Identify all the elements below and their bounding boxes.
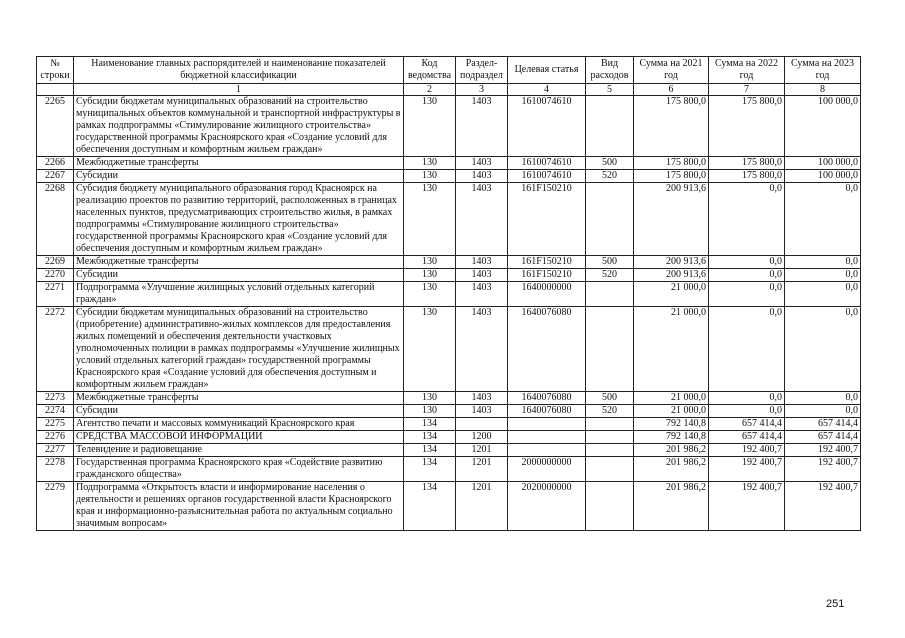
cell-row-number: 2270 — [37, 269, 74, 282]
cell-row-number: 2274 — [37, 405, 74, 418]
cell-section: 1200 — [456, 431, 508, 444]
cell-sum-2023: 100 000,0 — [785, 157, 861, 170]
cell-sum-2021: 21 000,0 — [634, 405, 709, 418]
cell-expense-type: 500 — [586, 157, 634, 170]
column-number: 2 — [404, 84, 456, 96]
cell-sum-2023: 192 400,7 — [785, 457, 861, 482]
cell-target-article: 1640076080 — [508, 392, 586, 405]
cell-sum-2022: 0,0 — [709, 282, 785, 307]
cell-target-article — [508, 418, 586, 431]
cell-target-article — [508, 444, 586, 457]
header-section: Раздел-подраздел — [456, 57, 508, 84]
cell-expense-type: 500 — [586, 256, 634, 269]
cell-target-article: 2000000000 — [508, 457, 586, 482]
cell-dept-code: 130 — [404, 392, 456, 405]
cell-sum-2023: 0,0 — [785, 269, 861, 282]
cell-dept-code: 134 — [404, 431, 456, 444]
cell-expense-type — [586, 307, 634, 392]
cell-dept-code: 134 — [404, 418, 456, 431]
cell-name: СРЕДСТВА МАССОВОЙ ИНФОРМАЦИИ — [74, 431, 404, 444]
cell-dept-code: 130 — [404, 170, 456, 183]
cell-row-number: 2275 — [37, 418, 74, 431]
cell-sum-2021: 175 800,0 — [634, 170, 709, 183]
cell-name: Межбюджетные трансферты — [74, 392, 404, 405]
table-row — [37, 183, 861, 256]
table-row — [37, 418, 861, 431]
cell-name: Субсидии бюджетам муниципальных образований на строительство (приобретение) административно-жилых комплексов для предоставления жилых помещений и обеспечения деятельности участковых уполномоченных полиции в рамках подпрограммы «Улучшение жилищных условий отдельных категорий граждан» государственной программы Красноярского края «Создание условий для обеспечения доступным и комфортным жильем граждан» — [74, 307, 404, 392]
column-number: 8 — [785, 84, 861, 96]
cell-name: Субсидия бюджету муниципального образования город Красноярск на реализацию проектов по развитию территорий, расположенных в границах населенных пунктов, предусматривающих строительство жилья, в рамках подпрограммы «Стимулирование жилищного строительства» государственной программы Красноярского края «Создание условий для обеспечения доступным и комфортным жильем граждан» — [74, 183, 404, 256]
cell-sum-2022: 0,0 — [709, 183, 785, 256]
cell-dept-code: 130 — [404, 157, 456, 170]
cell-row-number: 2276 — [37, 431, 74, 444]
column-number: 1 — [74, 84, 404, 96]
cell-dept-code: 130 — [404, 282, 456, 307]
cell-target-article: 1610074610 — [508, 96, 586, 157]
column-number: 7 — [709, 84, 785, 96]
cell-section: 1403 — [456, 307, 508, 392]
cell-expense-type: 520 — [586, 269, 634, 282]
cell-target-article — [508, 431, 586, 444]
cell-name: Агентство печати и массовых коммуникаций Красноярского края — [74, 418, 404, 431]
cell-dept-code: 134 — [404, 482, 456, 531]
cell-sum-2023: 0,0 — [785, 307, 861, 392]
cell-section: 1403 — [456, 183, 508, 256]
cell-sum-2022: 192 400,7 — [709, 482, 785, 531]
table-body — [37, 96, 861, 531]
cell-section: 1403 — [456, 405, 508, 418]
column-number: 6 — [634, 84, 709, 96]
cell-sum-2023: 192 400,7 — [785, 444, 861, 457]
page-number: 251 — [826, 598, 845, 610]
cell-sum-2022: 0,0 — [709, 405, 785, 418]
cell-row-number: 2278 — [37, 457, 74, 482]
cell-sum-2023: 0,0 — [785, 256, 861, 269]
cell-target-article: 161F150210 — [508, 183, 586, 256]
header-sum-2023: Сумма на 2023 год — [785, 57, 861, 84]
table-row — [37, 282, 861, 307]
table-row — [37, 457, 861, 482]
cell-dept-code: 130 — [404, 96, 456, 157]
cell-section — [456, 418, 508, 431]
cell-name: Государственная программа Красноярского края «Содействие развитию гражданского общества» — [74, 457, 404, 482]
cell-sum-2023: 657 414,4 — [785, 418, 861, 431]
cell-sum-2021: 200 913,6 — [634, 256, 709, 269]
cell-target-article: 161F150210 — [508, 269, 586, 282]
table-row — [37, 157, 861, 170]
cell-sum-2021: 201 986,2 — [634, 444, 709, 457]
cell-section: 1403 — [456, 96, 508, 157]
cell-expense-type — [586, 183, 634, 256]
cell-expense-type — [586, 96, 634, 157]
cell-row-number: 2277 — [37, 444, 74, 457]
cell-target-article: 1640076080 — [508, 307, 586, 392]
column-number — [37, 84, 74, 96]
budget-table — [36, 56, 861, 531]
cell-row-number: 2268 — [37, 183, 74, 256]
column-number: 3 — [456, 84, 508, 96]
cell-name: Подпрограмма «Открытость власти и информирование населения о деятельности и решениях органов государственной власти Красноярского края и информационно-разъяснительная работа по актуальным социально значимым вопросам» — [74, 482, 404, 531]
table-row — [37, 96, 861, 157]
cell-name: Телевидение и радиовещание — [74, 444, 404, 457]
cell-section: 1201 — [456, 444, 508, 457]
header-type: Вид расходов — [586, 57, 634, 84]
header-article: Целевая статья — [508, 57, 586, 84]
table-row — [37, 431, 861, 444]
cell-row-number: 2267 — [37, 170, 74, 183]
cell-expense-type: 500 — [586, 392, 634, 405]
cell-dept-code: 130 — [404, 256, 456, 269]
cell-sum-2021: 175 800,0 — [634, 157, 709, 170]
cell-row-number: 2265 — [37, 96, 74, 157]
cell-row-number: 2269 — [37, 256, 74, 269]
header-num: № строки — [37, 57, 74, 84]
cell-sum-2021: 175 800,0 — [634, 96, 709, 157]
table-row — [37, 307, 861, 392]
table-row — [37, 405, 861, 418]
cell-expense-type — [586, 431, 634, 444]
header-sum-2022: Сумма на 2022 год — [709, 57, 785, 84]
table-row — [37, 392, 861, 405]
cell-dept-code: 134 — [404, 444, 456, 457]
cell-name: Субсидии — [74, 405, 404, 418]
cell-expense-type — [586, 482, 634, 531]
cell-dept-code: 130 — [404, 269, 456, 282]
cell-sum-2021: 201 986,2 — [634, 482, 709, 531]
cell-section: 1201 — [456, 457, 508, 482]
cell-sum-2022: 175 800,0 — [709, 96, 785, 157]
cell-sum-2021: 21 000,0 — [634, 282, 709, 307]
cell-sum-2022: 0,0 — [709, 269, 785, 282]
cell-sum-2023: 0,0 — [785, 405, 861, 418]
cell-dept-code: 130 — [404, 183, 456, 256]
cell-expense-type — [586, 282, 634, 307]
header-dept: Код ведомства — [404, 57, 456, 84]
cell-expense-type: 520 — [586, 405, 634, 418]
cell-section: 1403 — [456, 392, 508, 405]
cell-name: Межбюджетные трансферты — [74, 157, 404, 170]
cell-sum-2022: 192 400,7 — [709, 457, 785, 482]
cell-section: 1403 — [456, 256, 508, 269]
cell-name: Субсидии — [74, 269, 404, 282]
cell-dept-code: 130 — [404, 307, 456, 392]
cell-expense-type — [586, 444, 634, 457]
cell-sum-2021: 792 140,8 — [634, 418, 709, 431]
cell-sum-2023: 0,0 — [785, 183, 861, 256]
cell-row-number: 2271 — [37, 282, 74, 307]
cell-expense-type — [586, 457, 634, 482]
cell-target-article: 1610074610 — [508, 170, 586, 183]
cell-sum-2021: 792 140,8 — [634, 431, 709, 444]
cell-sum-2023: 100 000,0 — [785, 96, 861, 157]
cell-sum-2022: 657 414,4 — [709, 431, 785, 444]
cell-row-number: 2272 — [37, 307, 74, 392]
cell-name: Межбюджетные трансферты — [74, 256, 404, 269]
cell-sum-2021: 200 913,6 — [634, 183, 709, 256]
table-row — [37, 482, 861, 531]
column-number: 4 — [508, 84, 586, 96]
cell-sum-2023: 100 000,0 — [785, 170, 861, 183]
cell-sum-2022: 0,0 — [709, 256, 785, 269]
cell-row-number: 2266 — [37, 157, 74, 170]
column-number: 5 — [586, 84, 634, 96]
cell-section: 1403 — [456, 282, 508, 307]
header-row — [37, 57, 861, 84]
cell-section: 1403 — [456, 157, 508, 170]
cell-sum-2022: 175 800,0 — [709, 157, 785, 170]
cell-section: 1201 — [456, 482, 508, 531]
cell-sum-2021: 21 000,0 — [634, 392, 709, 405]
header-name: Наименование главных распорядителей и наименование показателей бюджетной классификации — [74, 57, 404, 84]
cell-sum-2023: 0,0 — [785, 392, 861, 405]
cell-target-article: 1640076080 — [508, 405, 586, 418]
cell-section: 1403 — [456, 269, 508, 282]
cell-target-article: 2020000000 — [508, 482, 586, 531]
cell-target-article: 1610074610 — [508, 157, 586, 170]
cell-row-number: 2273 — [37, 392, 74, 405]
column-number-row — [37, 84, 861, 96]
cell-sum-2021: 201 986,2 — [634, 457, 709, 482]
cell-target-article: 161F150210 — [508, 256, 586, 269]
cell-sum-2022: 657 414,4 — [709, 418, 785, 431]
cell-sum-2022: 175 800,0 — [709, 170, 785, 183]
cell-name: Субсидии бюджетам муниципальных образований на строительство муниципальных объектов коммунальной и транспортной инфраструктуры в рамках подпрограммы «Стимулирование жилищного строительства» государственной программы Красноярского края «Создание условий для обеспечения доступным и комфортным жильем граждан» — [74, 96, 404, 157]
cell-sum-2022: 0,0 — [709, 307, 785, 392]
cell-name: Субсидии — [74, 170, 404, 183]
cell-dept-code: 130 — [404, 405, 456, 418]
cell-sum-2021: 21 000,0 — [634, 307, 709, 392]
cell-expense-type: 520 — [586, 170, 634, 183]
cell-sum-2022: 192 400,7 — [709, 444, 785, 457]
cell-expense-type — [586, 418, 634, 431]
cell-sum-2022: 0,0 — [709, 392, 785, 405]
header-sum-2021: Сумма на 2021 год — [634, 57, 709, 84]
cell-sum-2023: 0,0 — [785, 282, 861, 307]
cell-sum-2023: 192 400,7 — [785, 482, 861, 531]
table-row — [37, 444, 861, 457]
cell-section: 1403 — [456, 170, 508, 183]
cell-row-number: 2279 — [37, 482, 74, 531]
table-row — [37, 170, 861, 183]
cell-sum-2021: 200 913,6 — [634, 269, 709, 282]
cell-name: Подпрограмма «Улучшение жилищных условий отдельных категорий граждан» — [74, 282, 404, 307]
cell-sum-2023: 657 414,4 — [785, 431, 861, 444]
table-row — [37, 269, 861, 282]
table-row — [37, 256, 861, 269]
cell-target-article: 1640000000 — [508, 282, 586, 307]
cell-dept-code: 134 — [404, 457, 456, 482]
